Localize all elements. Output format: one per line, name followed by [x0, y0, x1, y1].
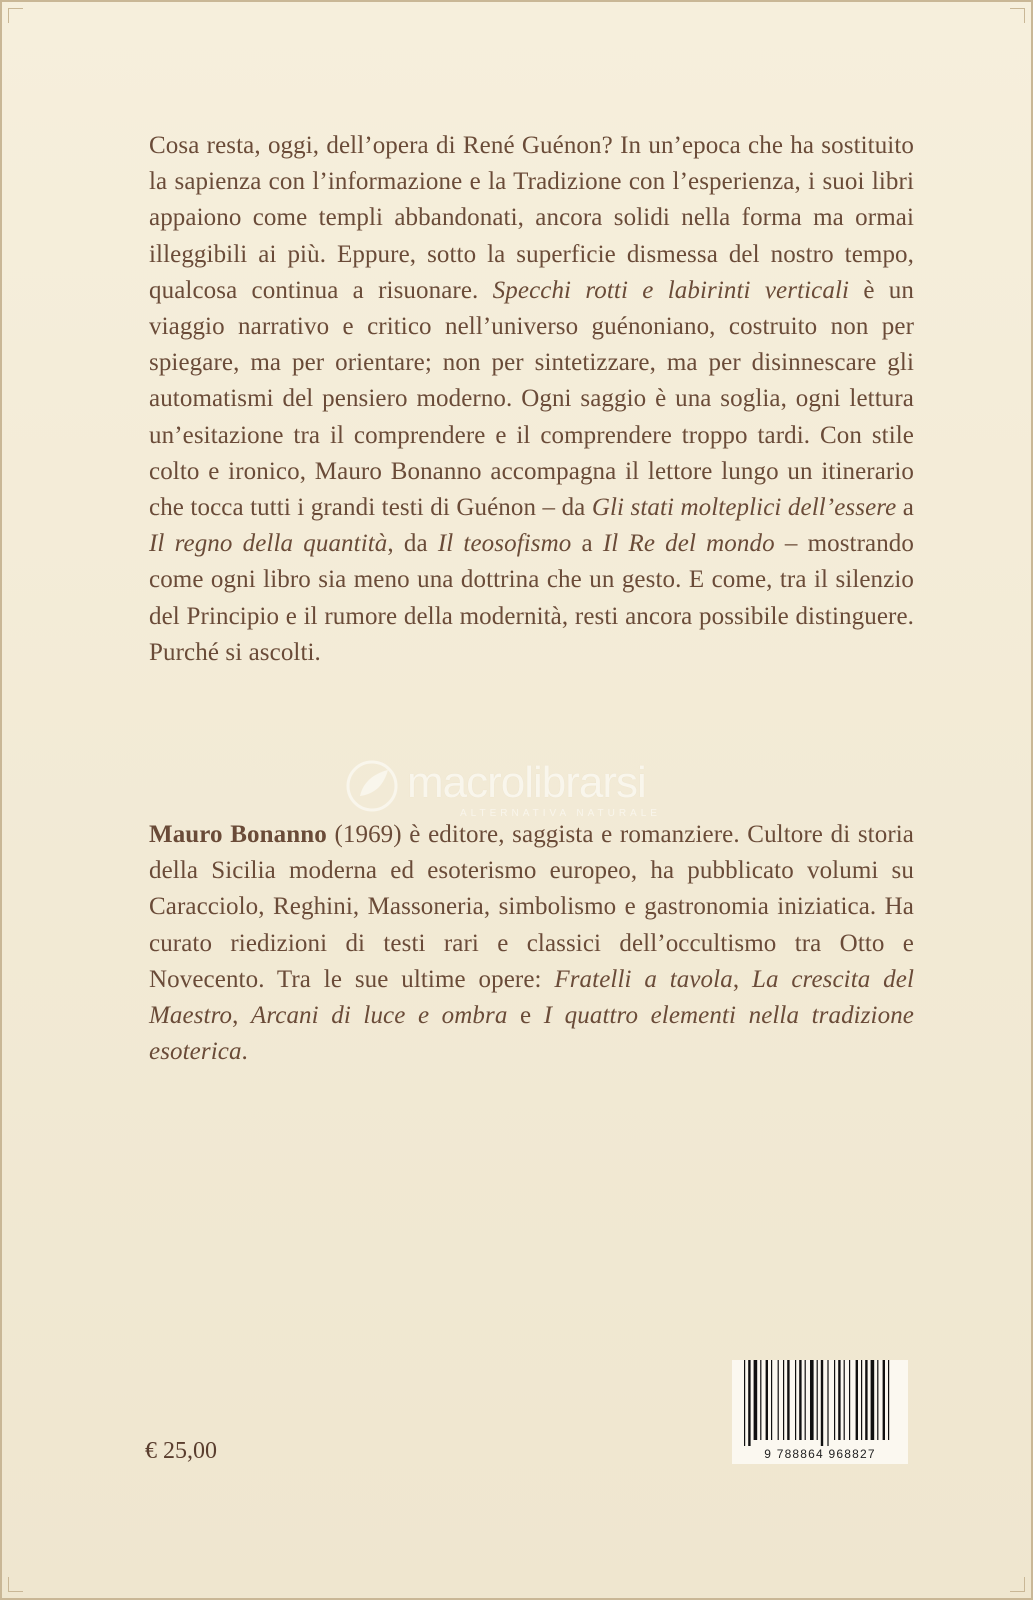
- blurb-text: è un viaggio narrativo e critico nell’universo guénoniano, costruito non per spiegare, ma per orientare; non per sintetizzare, ma per disinnescare gli automatismi del pensiero moderno. Ogni saggio è una soglia, ogni lettura un’esitazione tra il comprendere e il comprendere troppo tardi. Con stile colto e ironico, Mauro Bonanno accompagna il lettore lungo un itinerario che tocca tutti i grandi testi di Guénon – da: [149, 276, 914, 522]
- frame-corner: [8, 8, 23, 23]
- author-name: Mauro Bonanno: [149, 821, 327, 848]
- barcode-bar: [834, 1360, 835, 1440]
- bio-text: ,: [732, 965, 752, 993]
- leaf-logo-icon: [342, 756, 402, 816]
- barcode-bar: [844, 1360, 845, 1440]
- bio-text: e: [507, 1002, 544, 1030]
- frame-corner: [1010, 8, 1025, 23]
- frame-corner: [8, 1577, 23, 1592]
- barcode-bar: [783, 1360, 784, 1440]
- barcode-digits: 9 788864 968827: [764, 1447, 876, 1461]
- blurb-paragraph: [149, 128, 914, 671]
- bio-paragraph: [149, 817, 914, 1070]
- barcode-bar: [861, 1360, 862, 1440]
- barcode-bar: [744, 1360, 745, 1446]
- barcode-bar: [748, 1360, 750, 1446]
- blurb: [149, 128, 914, 671]
- barcode-bar: [871, 1360, 875, 1440]
- barcode-bar: [778, 1360, 779, 1440]
- blurb-text: Cosa resta, oggi, dell’opera di René Guénon? In un’epoca che ha sostituito la sapienza con l’informazione e la Tradizione con l’esperienza, i suoi libri appaiono come templi abbandonati, ancora solidi nella forma ma ormai illeggibili ai più. Eppure, sotto la superficie dismessa del nostro tempo, qualcosa continua a risuonare.: [149, 132, 914, 304]
- barcode-bar: [883, 1360, 885, 1440]
- price-label: € 25,00: [145, 1438, 217, 1464]
- barcode-bar: [827, 1360, 828, 1446]
- book-title: Il teosofismo: [437, 530, 572, 558]
- barcode-bar: [821, 1360, 823, 1446]
- book-title: Il Re del mondo: [602, 530, 775, 558]
- barcode-bar: [877, 1360, 878, 1440]
- bio-text: ,: [232, 1002, 251, 1030]
- watermark-brand: macrolibrarsi: [407, 758, 646, 807]
- book-title: Specchi rotti e labirinti verticali: [492, 276, 850, 304]
- author-bio: [149, 817, 914, 1070]
- bio-text: (1969) è editore, saggista e romanziere. Cultore di storia della Sicilia moderna ed esoterismo europeo, ha pubblicato volumi su Caracciolo, Reghini, Massoneria, simbolismo e gastronomia iniziatica. Ha curato riedizioni di testi rari e classici dell’occultismo tra Otto e Novecento. Tra le sue ultime opere:: [149, 821, 914, 993]
- barcode-bars: [740, 1360, 900, 1446]
- barcode-bar: [888, 1360, 889, 1440]
- barcode-bar: [771, 1360, 772, 1440]
- book-title: Gli stati molteplici dell’essere: [591, 494, 897, 522]
- barcode-bar: [766, 1360, 768, 1440]
- frame-corner: [1010, 1577, 1025, 1592]
- barcode-bar: [849, 1360, 850, 1440]
- blurb-text: – mostrando come ogni libro sia meno una dottrina che un gesto. E come, tra il silenzio del Principio e il rumore della modernità, resti ancora possibile distinguere. Purché si ascolti.: [149, 530, 915, 666]
- barcode-bar: [795, 1360, 796, 1440]
- barcode-bar: [810, 1360, 814, 1440]
- book-title: Il regno della quantità: [149, 530, 388, 558]
- blurb-text: , da: [387, 530, 438, 558]
- work-title: Fratelli a tavola: [554, 965, 733, 993]
- barcode: [732, 1360, 908, 1464]
- blurb-text: a: [896, 494, 914, 522]
- barcode-bar: [799, 1360, 801, 1440]
- barcode-bar: [754, 1360, 758, 1440]
- barcode-bar: [865, 1360, 867, 1440]
- blurb-text: a: [571, 530, 603, 558]
- barcode-bar: [856, 1360, 858, 1440]
- work-title: I quattro elementi nella tradizione esoterica: [149, 1002, 914, 1066]
- watermark-tagline: ALTERNATIVA NATURALE: [460, 808, 661, 819]
- barcode-bar: [760, 1360, 761, 1440]
- barcode-bar: [838, 1360, 840, 1440]
- barcode-bar: [805, 1360, 806, 1440]
- barcode-bar: [817, 1360, 818, 1440]
- work-title: Arcani di luce e ombra: [250, 1002, 508, 1030]
- work-title: La crescita del Maestro: [149, 965, 914, 1030]
- bio-text: .: [241, 1038, 248, 1066]
- barcode-bar: [787, 1360, 789, 1440]
